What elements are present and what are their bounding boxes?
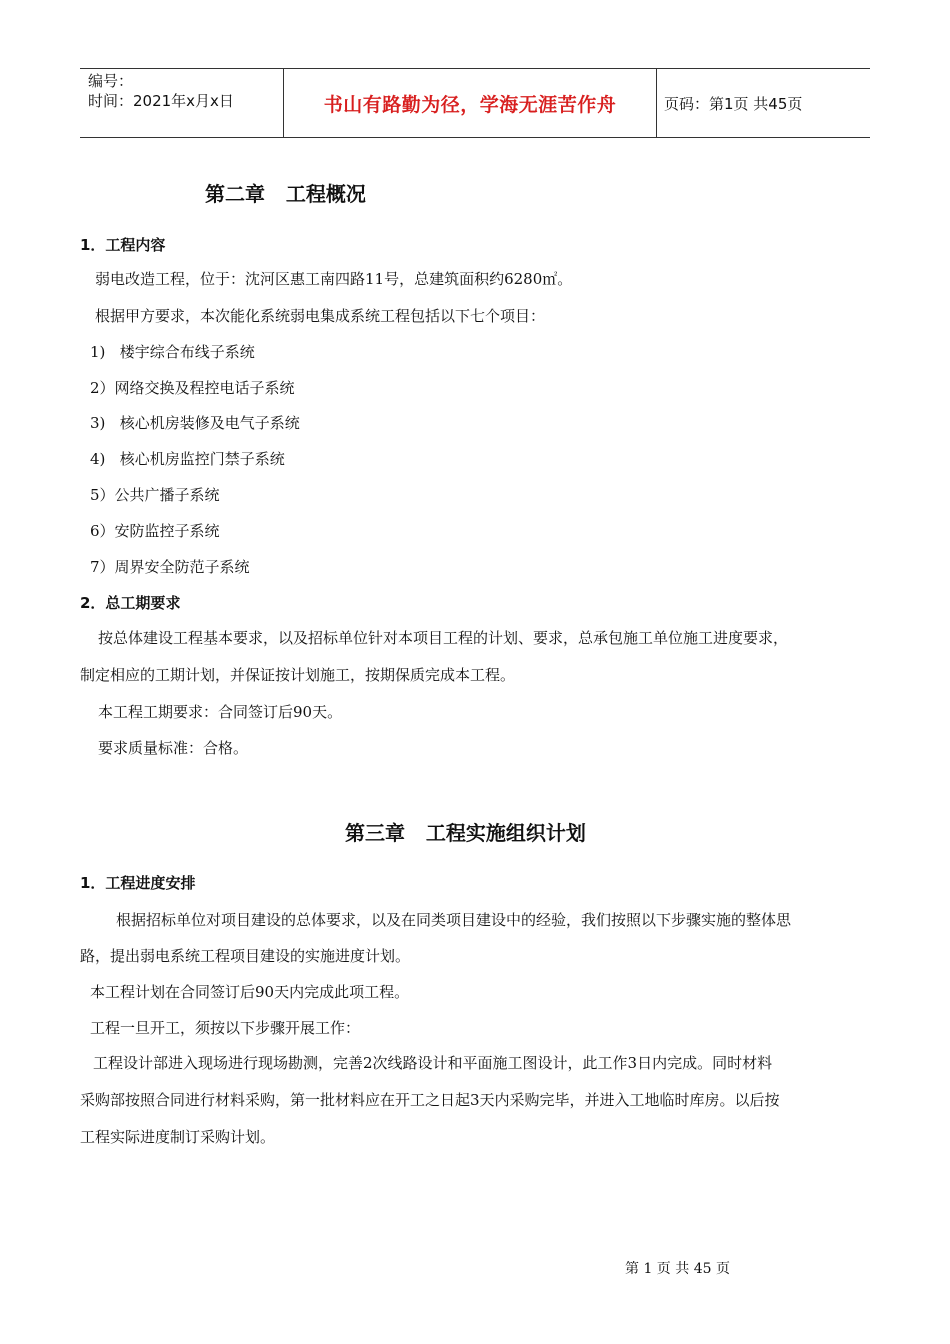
header-page-number: 页码：第1页 共45页 [664, 94, 803, 113]
paragraph: 本工程工期要求：合同签订后90天。 [98, 703, 343, 721]
list-item: 4) 核心机房监控门禁子系统 [90, 450, 285, 468]
paragraph: 根据招标单位对项目建设的总体要求，以及在同类项目建设中的经验，我们按照以下步骤实施的整体思 [116, 911, 792, 929]
chapter-2-title: 第二章 工程概况 [205, 182, 366, 206]
paragraph: 采购部按照合同进行材料采购，第一批材料应在开工之日起3天内采购完毕，并进入工地临时库房。以后按 [80, 1091, 780, 1109]
paragraph: 根据甲方要求，本次能化系统弱电集成系统工程包括以下七个项目： [95, 307, 546, 325]
section-project-content: 1．工程内容 [80, 236, 166, 254]
document-date: 时间：2021年x月x日 [88, 92, 234, 110]
document-number: 编号： [88, 72, 134, 90]
paragraph: 按总体建设工程基本要求，以及招标单位针对本项目工程的计划、要求，总承包施工单位施工进度要求， [98, 629, 789, 647]
list-item: 1) 楼宇综合布线子系统 [90, 343, 255, 361]
paragraph: 工程实际进度制订采购计划。 [80, 1128, 276, 1146]
header-motto: 书山有路勤为径，学海无涯苦作舟 [323, 93, 617, 116]
section-schedule-requirement: 2．总工期要求 [80, 594, 181, 612]
paragraph: 本工程计划在合同签订后90天内完成此项工程。 [90, 983, 410, 1001]
paragraph: 工程一旦开工，须按以下步骤开展工作： [90, 1019, 361, 1037]
paragraph: 工程设计部进入现场进行现场勘测，完善2次线路设计和平面施工图设计，此工作3日内完成。同时材料 [93, 1054, 773, 1072]
list-item: 3) 核心机房装修及电气子系统 [90, 414, 300, 432]
chapter-3-title: 第三章 工程实施组织计划 [345, 821, 586, 845]
list-item: 5）公共广播子系统 [90, 486, 220, 504]
list-item: 6）安防监控子系统 [90, 522, 220, 540]
paragraph: 要求质量标准：合格。 [98, 739, 249, 757]
header-meta [80, 69, 283, 139]
section-progress-arrangement: 1．工程进度安排 [80, 874, 196, 892]
page-footer: 第 1 页 共 45 页 [625, 1261, 730, 1277]
list-item: 2）网络交换及程控电话子系统 [90, 379, 295, 397]
header-motto-cell [283, 69, 657, 137]
list-item: 7）周界安全防范子系统 [90, 558, 250, 576]
paragraph: 制定相应的工期计划，并保证按计划施工，按期保质完成本工程。 [80, 666, 516, 684]
page-header [80, 68, 870, 138]
paragraph: 路，提出弱电系统工程项目建设的实施进度计划。 [80, 947, 411, 965]
paragraph: 弱电改造工程，位于：沈河区惠工南四路11号，总建筑面积约6280㎡。 [95, 270, 573, 288]
